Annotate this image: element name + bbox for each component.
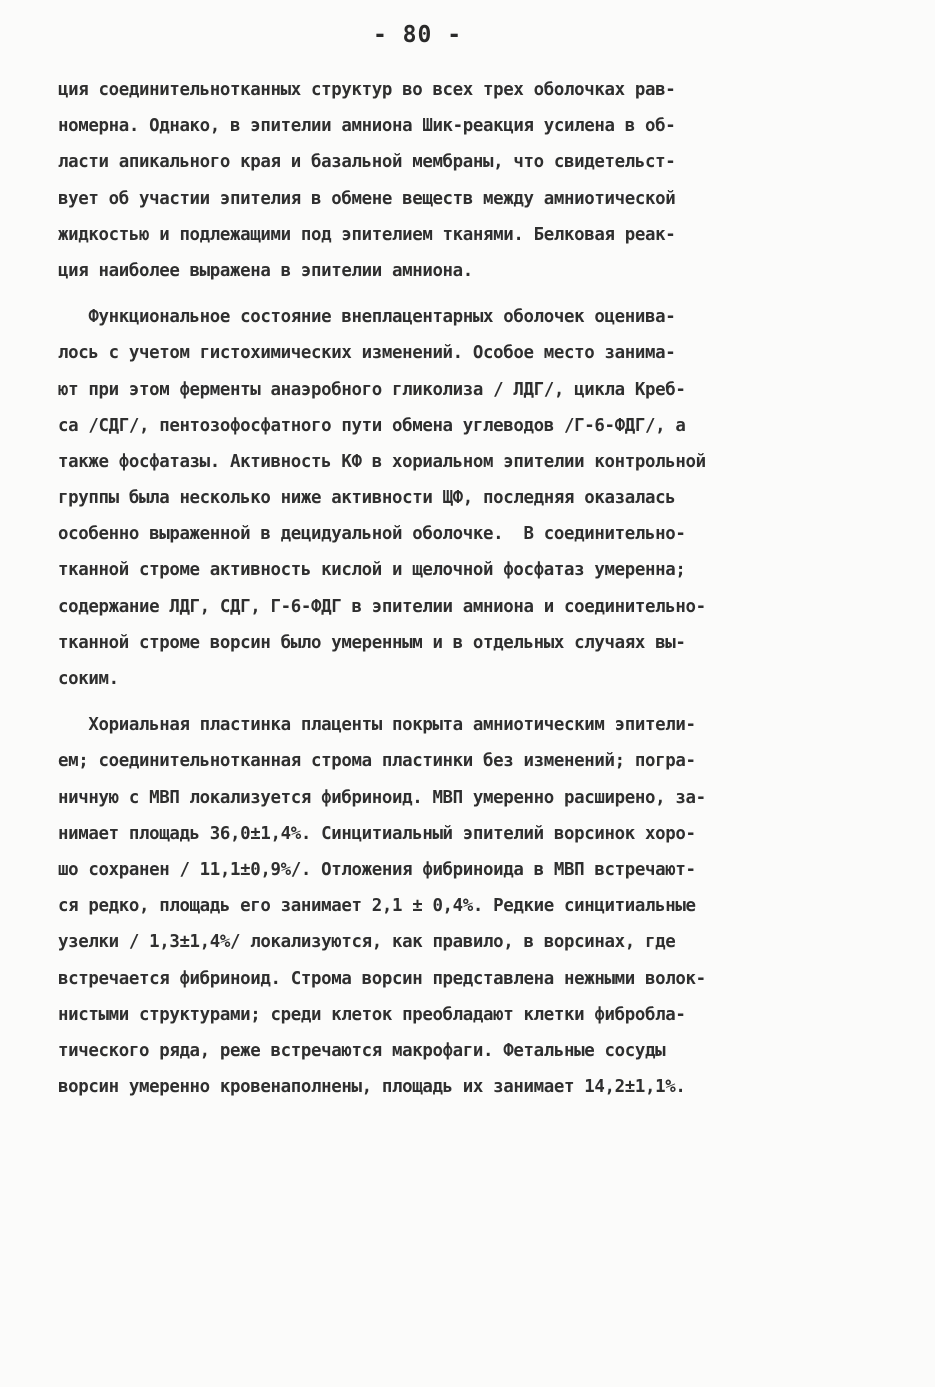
text-line: тканной строме ворсин было умеренным и в отдельных случаях вы- (58, 632, 686, 653)
text-line: ция наиболее выражена в эпителии амниона. (58, 260, 473, 281)
paragraph-gap (58, 289, 878, 299)
text-line: ворсин умеренно кровенаполнены, площадь их занимает 14,2±1,1%. (58, 1077, 686, 1098)
text-line: вует об участии эпителия в обмене веществ между амниотической (58, 188, 676, 209)
paragraph-3 (58, 707, 878, 1105)
paragraph-gap (58, 697, 878, 707)
text-line: ем; соединительнотканная строма пластинки без изменений; погра- (58, 751, 696, 772)
text-line: ют при этом ферменты анаэробного гликолиза / ЛДГ/, цикла Креб- (58, 379, 686, 400)
text-line: нимает площадь 36,0±1,4%. Синцитиальный эпителий ворсинок хоро- (58, 823, 696, 844)
body-text (58, 72, 878, 1105)
text-line: особенно выраженной в децидуальной оболочке. В соединительно- (58, 524, 686, 545)
text-line: тического ряда, реже встречаются макрофаги. Фетальные сосуды (58, 1040, 666, 1061)
text-line: ция соединительнотканных структур во всех трех оболочках рав- (58, 80, 676, 100)
text-line: шо сохранен / 11,1±0,9%/. Отложения фибриноида в МВП встречают- (58, 859, 696, 880)
text-line: Функциональное состояние внеплацентарных оболочек оценива- (58, 307, 676, 328)
text-line: нистыми структурами; среди клеток преобладают клетки фибробла- (58, 1004, 686, 1025)
text-line: группы была несколько ниже активности ЩФ, последняя оказалась (58, 488, 676, 509)
text-line: узелки / 1,3±1,4%/ локализуются, как правило, в ворсинах, где (58, 932, 676, 953)
text-line: содержание ЛДГ, СДГ, Г-6-ФДГ в эпителии амниона и соединительно- (58, 596, 706, 617)
paragraph-2 (58, 299, 878, 697)
text-line: жидкостью и подлежащими под эпителием тканями. Белковая реак- (58, 224, 676, 245)
paragraph-1 (58, 72, 878, 289)
text-line: соким. (58, 669, 119, 689)
text-line: ничную с МВП локализуется фибриноид. МВП умеренно расширено, за- (58, 787, 706, 808)
text-line: ласти апикального края и базальной мембраны, что свидетельст- (58, 152, 676, 173)
text-line: Хориальная пластинка плаценты покрыта амниотическим эпители- (58, 715, 696, 736)
text-line: встречается фибриноид. Строма ворсин представлена нежными волок- (58, 968, 706, 989)
page-number: - 80 - (372, 22, 463, 48)
text-line: лось с учетом гистохимических изменений. Особое место занима- (58, 343, 676, 364)
text-line: тканной строме активность кислой и щелочной фосфатаз умеренна; (58, 560, 686, 581)
text-line: ся редко, площадь его занимает 2,1 ± 0,4%. Редкие синцитиальные (58, 896, 696, 917)
text-line: са /СДГ/, пентозофосфатного пути обмена углеводов /Г-6-ФДГ/, а (58, 415, 686, 436)
text-line: номерна. Однако, в эпителии амниона Шик-реакция усилена в об- (58, 116, 676, 137)
text-line: также фосфатазы. Активность КФ в хориальном эпителии контрольной (58, 451, 706, 472)
